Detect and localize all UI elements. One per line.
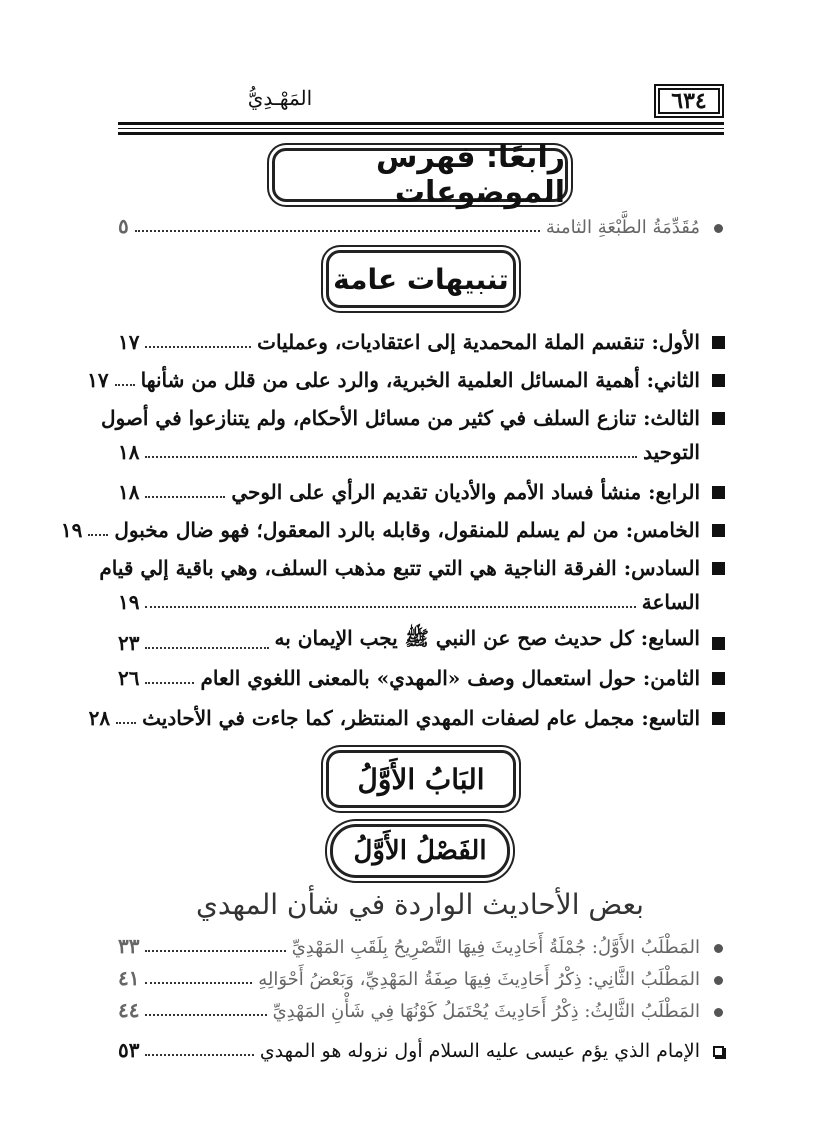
square-bullet-icon	[712, 672, 725, 685]
header-rule	[118, 132, 724, 135]
toc-entry[interactable]	[118, 214, 730, 238]
dot-leader	[145, 496, 225, 498]
toc-entry-title-continued: الساعة	[641, 590, 700, 614]
dot-leader	[145, 456, 637, 458]
toc-entry-page: ١٧	[118, 330, 140, 354]
toc-entry-title: المَطْلَبُ الثَّانِي: ذِكْرُ أَحَادِيثَ فِيهَا صِفَةُ المَهْدِيِّ، وَبَعْضُ أَحْوَالِهِ	[258, 969, 700, 990]
toc-entry-title: التاسع: مجمل عام لصفات المهدي المنتظر، كما جاءت في الأحاديث	[142, 706, 700, 730]
square-bullet-icon	[712, 562, 725, 575]
dot-leader	[145, 1014, 266, 1016]
toc-entry[interactable]	[118, 934, 730, 958]
dot-leader	[115, 384, 135, 386]
bullet-dot-icon	[714, 976, 723, 985]
toc-entry[interactable]	[118, 1038, 730, 1062]
toc-entry-page: ١٩	[60, 518, 83, 542]
toc-entry-title: الإمام الذي يؤم عيسى عليه السلام أول نزوله هو المهدي	[259, 1040, 700, 1062]
toc-entry-title: الثالث: تنازع السلف في كثير من مسائل الأحكام، ولم يتنازعوا في أصول	[101, 406, 700, 430]
toc-entry-title: المَطْلَبُ الأَوَّلُ: جُمْلَةُ أَحَادِيثَ فِيهَا التَّصْرِيحُ بِلَقَبِ المَهْدِيِّ	[291, 937, 700, 958]
bullet-dot-icon	[714, 224, 723, 233]
dot-leader	[135, 230, 540, 232]
toc-entry[interactable]	[118, 330, 730, 354]
toc-entry-title: الرابع: منشأ فساد الأمم والأديان تقديم الرأي على الوحي	[231, 480, 700, 504]
toc-entry[interactable]	[118, 998, 730, 1022]
toc-entry-title: الأول: تنقسم الملة المحمدية إلى اعتقاديات، وعمليات	[257, 330, 700, 354]
toc-entry-title: السابع: كل حديث صح عن النبي ﷺ يجب الإيمان به	[274, 626, 700, 650]
dot-leader	[116, 722, 136, 724]
running-title: المَهْـدِيُّ	[247, 86, 313, 110]
square-bullet-icon	[712, 712, 725, 725]
dot-leader	[145, 606, 635, 608]
toc-entry-page: ١٨	[118, 440, 140, 464]
notices-banner: تنبيهات عامة	[326, 250, 516, 308]
toc-entry-page: ٢٦	[118, 666, 140, 690]
toc-entry[interactable]	[101, 406, 730, 464]
bullet-dot-icon	[714, 1008, 723, 1017]
toc-entry[interactable]	[118, 480, 730, 504]
toc-entry-page: ٥	[118, 214, 129, 238]
toc-entry-page: ١٨	[118, 480, 140, 504]
toc-entry-title: المَطْلَبُ الثَّالِثُ: ذِكْرُ أَحَادِيثَ يُحْتَمَلُ كَوْنُهَا فِي شَأْنِ المَهْدِيِّ	[272, 1001, 700, 1022]
toc-entry-page: ٣٣	[118, 934, 140, 958]
toc-entry-page: ٢٣	[118, 631, 140, 655]
square-bullet-icon	[712, 524, 725, 537]
square-bullet-icon	[712, 486, 725, 499]
dot-leader	[145, 1054, 253, 1056]
checkbox-square-icon	[713, 1046, 724, 1057]
square-bullet-icon	[712, 336, 725, 349]
toc-entry-page: ٤٤	[118, 998, 140, 1022]
toc-entry-page: ٥٣	[118, 1038, 140, 1062]
index-title-banner: رابعًا: فهرس الموضوعات	[272, 148, 568, 202]
dot-leader	[88, 534, 108, 536]
toc-entry[interactable]	[118, 966, 730, 990]
bullet-dot-icon	[714, 944, 723, 953]
square-bullet-icon	[712, 412, 725, 425]
toc-entry-title: مُقَدِّمَةُ الطَّبْعَةِ الثامنة	[545, 217, 700, 238]
dot-leader	[145, 950, 285, 952]
chapter-banner: البَابُ الأَوَّلُ	[326, 750, 516, 808]
toc-entry-title: الثاني: أهمية المسائل العلمية الخبرية، والرد على من قلل من شأنها	[140, 368, 700, 392]
toc-entry[interactable]	[88, 706, 730, 730]
toc-entry-title-continued: التوحيد	[643, 440, 700, 464]
header-rule	[118, 122, 724, 125]
toc-entry-title: الخامس: من لم يسلم للمنقول، وقابله بالرد المعقول؛ فهو ضال مخبول	[114, 518, 700, 542]
toc-entry[interactable]	[118, 626, 730, 655]
toc-entry-page: ٤١	[118, 966, 140, 990]
square-bullet-icon	[712, 374, 725, 387]
toc-entry[interactable]	[87, 368, 730, 392]
dot-leader	[145, 982, 252, 984]
dot-leader	[145, 682, 194, 684]
toc-entry-page: ١٩	[118, 590, 140, 614]
toc-entry-title: الثامن: حول استعمال وصف «المهدي» بالمعنى اللغوي العام	[200, 666, 700, 690]
toc-entry[interactable]	[60, 518, 730, 542]
section-banner: الفَصْلُ الأَوَّلُ	[330, 824, 510, 878]
toc-entry-page: ٢٨	[88, 706, 111, 730]
toc-entry-title: السادس: الفرقة الناجية هي التي تتبع مذهب السلف، وهي باقية إلي قيام	[99, 556, 700, 580]
dot-leader	[145, 647, 268, 649]
dot-leader	[145, 346, 251, 348]
toc-entry[interactable]	[99, 556, 730, 614]
square-bullet-icon	[712, 637, 725, 650]
toc-entry-page: ١٧	[87, 368, 109, 392]
page-number: ٦٣٤	[654, 84, 724, 118]
header-rule	[118, 128, 724, 129]
toc-entry[interactable]	[118, 666, 730, 690]
section-heading: بعض الأحاديث الواردة في شأن المهدي	[196, 888, 644, 921]
